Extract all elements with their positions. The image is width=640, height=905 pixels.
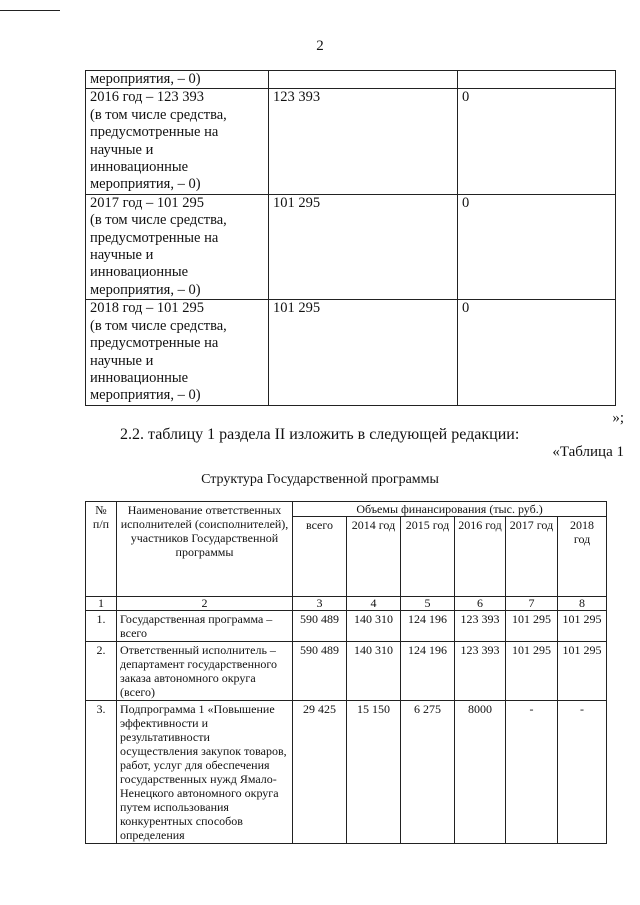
header-col-2016: 2016 год (455, 517, 506, 597)
table-header-row (86, 502, 607, 517)
other-cell: 0 (458, 300, 616, 405)
year-description-cell: 2016 год – 123 393 (в том числе средства, предусмотренные на научные и инновационные мероприятия, – 0) (86, 89, 269, 194)
year-description-cell: 2018 год – 101 295 (в том числе средства, предусмотренные на научные и инновационные мероприятия, – 0) (86, 300, 269, 405)
table-row: 2. Ответственный исполнитель – департамент государственного заказа автономного округа (всего) 590 489 140 310 124 196 123 393 101 295 101 295 (86, 642, 607, 701)
total-cell: 101 295 (269, 194, 458, 299)
other-cell: 0 (458, 194, 616, 299)
total-cell: 101 295 (269, 300, 458, 405)
row-number: 2. (86, 642, 117, 701)
row-name: Ответственный исполнитель – департамент государственного заказа автономного округа (всего) (117, 642, 293, 701)
funding-continuation-table (85, 70, 616, 406)
total-cell: 123 393 (269, 89, 458, 194)
header-col-2017: 2017 год (506, 517, 558, 597)
amendment-paragraph: 2.2. таблицу 1 раздела II изложить в следующей редакции: (120, 426, 520, 443)
column-number-row: 1 2 3 4 5 6 7 8 (86, 597, 607, 611)
page-number: 2 (316, 38, 324, 54)
year-description-cell: мероприятия, – 0) (86, 71, 269, 89)
header-col-total: всего (293, 517, 347, 597)
table-row (86, 89, 616, 194)
header-no: № п/п (86, 502, 117, 597)
table-title: Структура Государственной программы (201, 472, 439, 487)
table-label: «Таблица 1 (552, 444, 624, 460)
year-description-cell: 2017 год – 101 295 (в том числе средства, предусмотренные на научные и инновационные мероприятия, – 0) (86, 194, 269, 299)
header-col-2014: 2014 год (347, 517, 401, 597)
table-row: 1. Государственная программа – всего 590 489 140 310 124 196 123 393 101 295 101 295 (86, 611, 607, 642)
header-col-2015: 2015 год (401, 517, 455, 597)
table-row (86, 194, 616, 299)
program-structure-table (85, 501, 607, 844)
row-number: 1. (86, 611, 117, 642)
header-funding: Объемы финансирования (тыс. руб.) (293, 502, 607, 517)
closing-quote: »; (612, 410, 624, 426)
total-cell (269, 71, 458, 89)
top-rule (0, 10, 60, 11)
table-row (86, 71, 616, 89)
header-name: Наименование ответственных исполнителей (соисполнителей), участников Государственной программы (117, 502, 293, 597)
header-col-2018: 2018 год (558, 517, 607, 597)
table-row: 3. Подпрограмма 1 «Повышение эффективности и результативности осуществления закупок товаров, работ, услуг для обеспечения государственных нужд Ямало-Ненецкого автономного округа путем использования конкурентных способов определения 29 425 15 150 6 275 8000 - - (86, 701, 607, 844)
other-cell: 0 (458, 89, 616, 194)
row-number: 3. (86, 701, 117, 844)
row-name: Государственная программа – всего (117, 611, 293, 642)
other-cell (458, 71, 616, 89)
table-row (86, 300, 616, 405)
row-name: Подпрограмма 1 «Повышение эффективности и результативности осуществления закупок товаров, работ, услуг для обеспечения государственных нужд Ямало-Ненецкого автономного округа путем использования конкурентных способов определения (117, 701, 293, 844)
